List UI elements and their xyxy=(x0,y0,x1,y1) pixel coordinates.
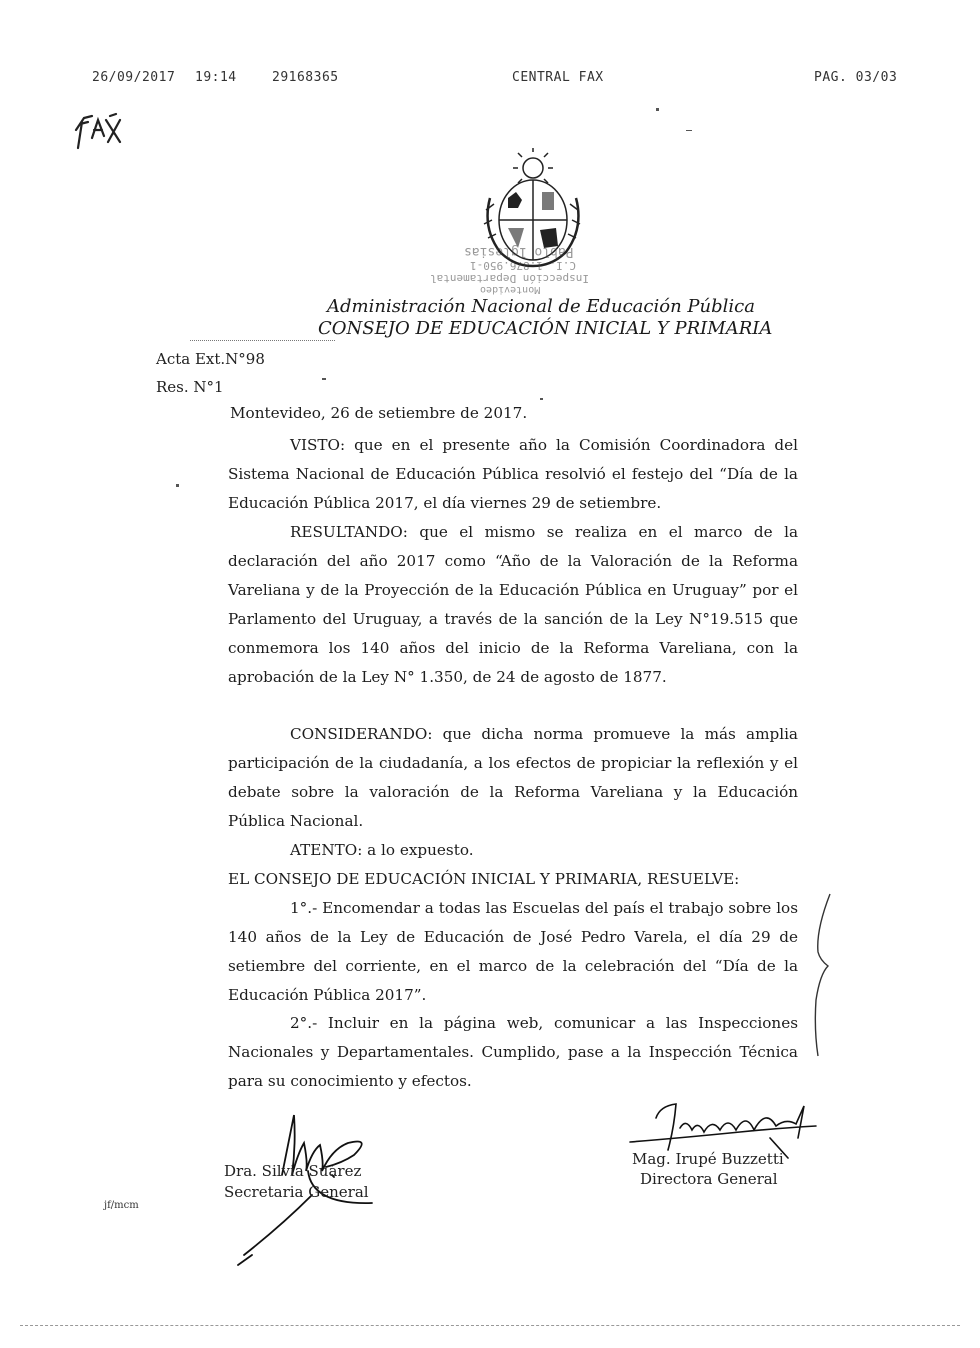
fax-time: 19:14 xyxy=(195,70,237,85)
stamp-line-1: Pablo Iglesias xyxy=(464,244,574,259)
resolution-reference: Res. N°1 xyxy=(156,378,224,396)
stamp-line-4: Montevideo xyxy=(480,284,541,295)
visto-paragraph xyxy=(228,431,798,518)
resolution-1-text: 1°.- Encomendar a todas las Escuelas del país el trabajo sobre los 140 años de la Ley de Educación de José Pedro Varela, el día 29 de setiembre del corriente, en el marco de la celebración del “Día de la Educación Pública 2017”. xyxy=(228,899,798,1004)
margin-bracket-mark xyxy=(800,890,840,1060)
resultando-text: RESULTANDO: que el mismo se realiza en el marco de la declaración del año 2017 como “Año de la Valoración de la Reforma Vareliana y de la Proyección de la Educación Pública en Uruguay” por el Parlamento del Uruguay, a través de la sanción de la Ley N°19.515 que conmemora los 140 años del inicio de la Reforma Vareliana, con la aprobación de la Ley N° 1.350, de 24 de agosto de 1877. xyxy=(228,523,798,686)
resuelve-heading xyxy=(228,865,798,894)
organization-name: Administración Nacional de Educación Pública xyxy=(327,296,755,317)
resuelve-text: EL CONSEJO DE EDUCACIÓN INICIAL Y PRIMARIA, RESUELVE: xyxy=(228,870,740,888)
scan-speck xyxy=(322,378,326,380)
fax-number: 29168365 xyxy=(272,70,339,85)
signatory-left-name: Dra. Silvia Suárez xyxy=(224,1162,362,1180)
signatory-right-title: Directora General xyxy=(640,1170,778,1188)
typist-initials: jf/mcm xyxy=(104,1200,139,1211)
scan-speck xyxy=(176,484,179,487)
resolution-2-paragraph xyxy=(228,1009,798,1096)
considerando-paragraph xyxy=(228,720,798,836)
fax-header xyxy=(92,70,912,90)
scan-speck xyxy=(686,130,692,131)
acta-reference: Acta Ext.N°98 xyxy=(156,350,265,368)
rubber-stamp xyxy=(420,244,610,300)
document-date: Montevideo, 26 de setiembre de 2017. xyxy=(230,404,528,422)
resolution-2-text: 2°.- Incluir en la página web, comunicar a las Inspecciones Nacionales y Departamentales. Cumplido, pase a la Inspección Técnica para su conocimiento y efectos. xyxy=(228,1014,798,1090)
fax-handwritten-mark xyxy=(70,108,132,156)
fax-central-label: CENTRAL FAX xyxy=(512,70,604,85)
stamp-line-2: C.I. 1.876.950-1 xyxy=(470,259,576,272)
visto-text: VISTO: que en el presente año la Comisión Coordinadora del Sistema Nacional de Educación Pública resolvió el festejo del “Día de la Educación Pública 2017, el día viernes 29 de setiembre. xyxy=(228,436,798,512)
atento-text: ATENTO: a lo expuesto. xyxy=(290,841,474,859)
stamp-line-3: Inspección Departamental xyxy=(430,272,589,285)
bottom-dashed-edge xyxy=(20,1325,960,1326)
scan-speck xyxy=(540,398,543,400)
resolution-1-paragraph xyxy=(228,894,798,1010)
council-name: CONSEJO DE EDUCACIÓN INICIAL Y PRIMARIA xyxy=(318,318,773,339)
resultando-paragraph xyxy=(228,518,798,692)
considerando-text: CONSIDERANDO: que dicha norma promueve la más amplia participación de la ciudadanía, a los efectos de propiciar la reflexión y el debate sobre la valoración de la Reforma Vareliana y la Educación Pública Nacional. xyxy=(228,725,798,830)
signatory-right-name: Mag. Irupé Buzzetti xyxy=(632,1150,784,1168)
scan-speck xyxy=(656,108,659,111)
fax-page-count: PAG. 03/03 xyxy=(814,70,898,85)
signatory-left-title: Secretaria General xyxy=(224,1183,369,1201)
atento-paragraph xyxy=(228,836,798,865)
dotted-divider xyxy=(190,340,335,341)
fax-date: 26/09/2017 xyxy=(92,70,176,85)
